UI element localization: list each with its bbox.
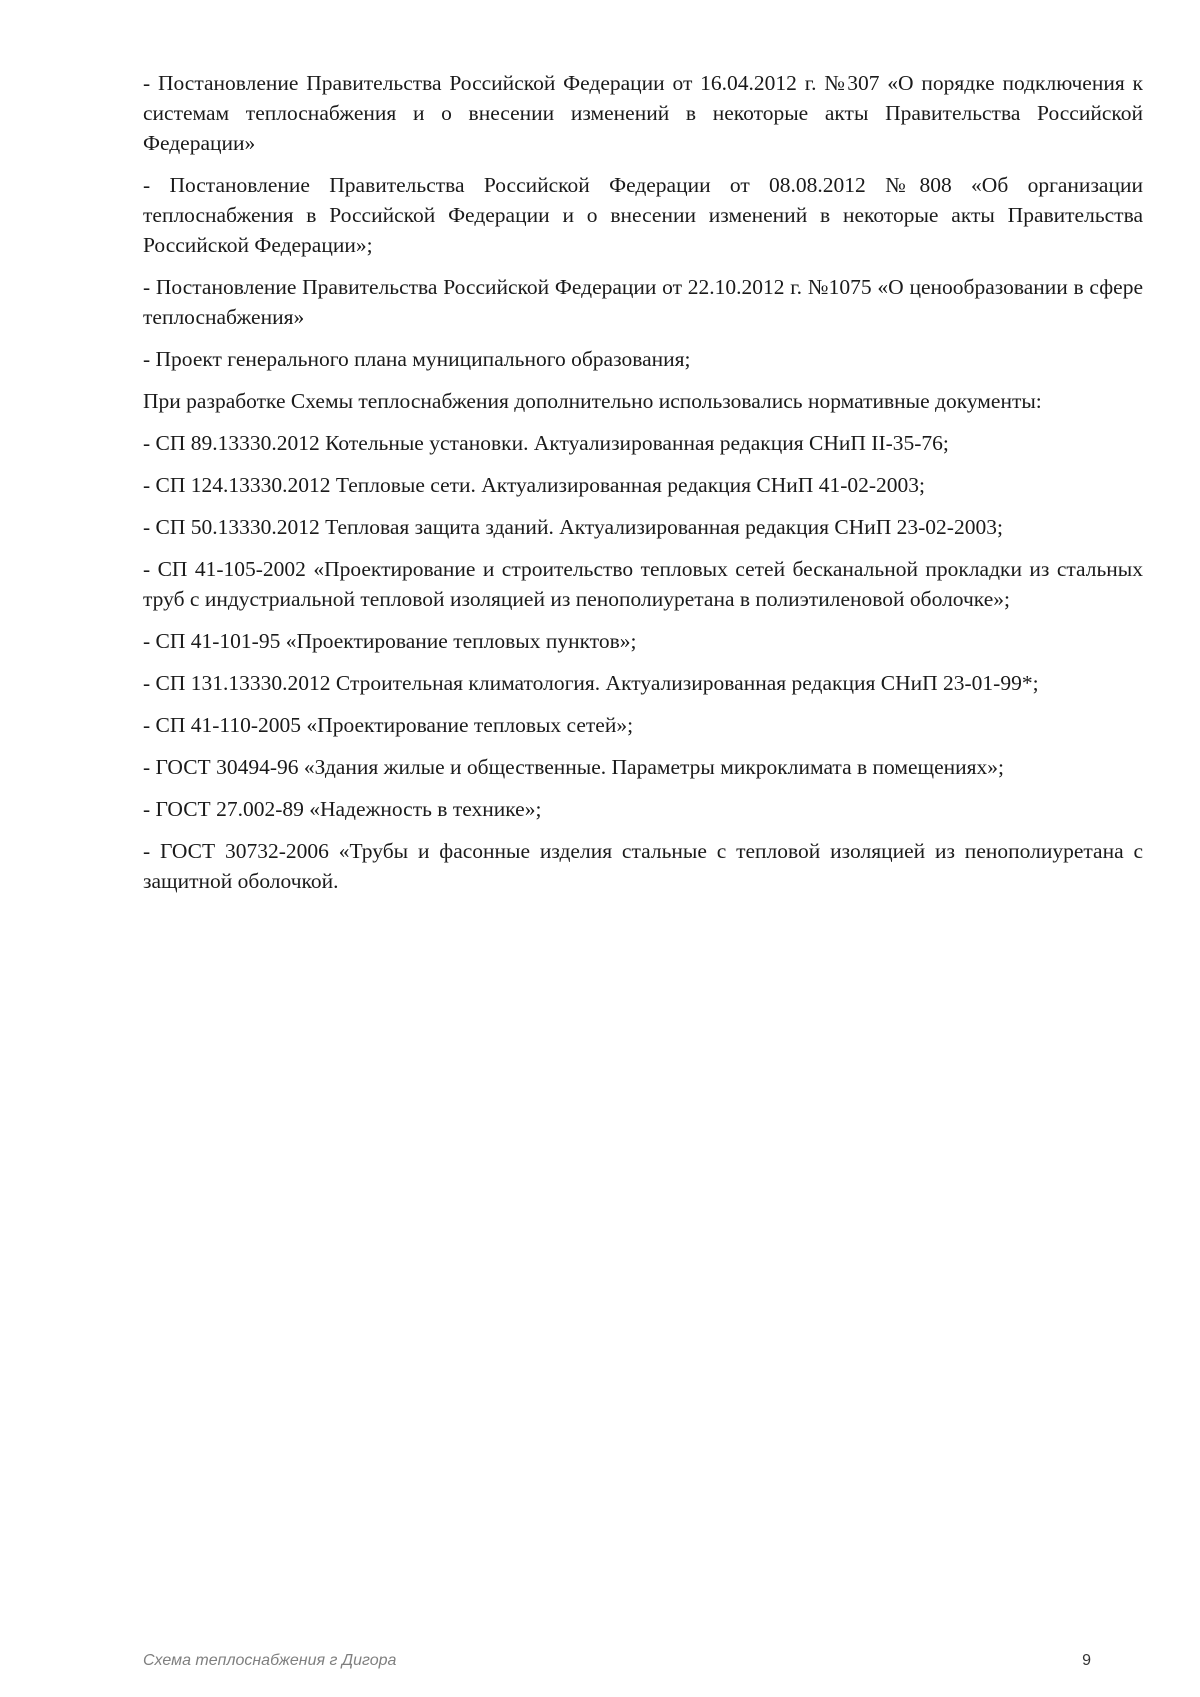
list-item-gost-27002: - ГОСТ 27.002-89 «Надежность в технике»; [143,797,542,821]
page-number: 9 [1082,1652,1091,1669]
list-item-gost-30732: - ГОСТ 30732-2006 «Трубы и фасонные изделия стальные с тепловой изоляцией из пенополиуретана с защитной оболочкой. [143,839,1143,893]
list-item-sp-50: - СП 50.13330.2012 Тепловая защита зданий. Актуализированная редакция СНиП 23-02-2003; [143,515,1003,539]
list-item-sp-41-101: - СП 41-101-95 «Проектирование тепловых пунктов»; [143,629,637,653]
paragraph-decree-808: - Постановление Правительства Российской Федерации от 08.08.2012 №808 «Об организации теплоснабжения в Российской Федерации и о внесении изменений в некоторые акты Правительства Российской Федерации»; [143,173,1143,257]
list-item-sp-131: - СП 131.13330.2012 Строительная климатология. Актуализированная редакция СНиП 23-01-99*; [143,671,1039,695]
list-item-sp-41-110: - СП 41-110-2005 «Проектирование тепловых сетей»; [143,713,634,737]
paragraph-decree-1075: - Постановление Правительства Российской Федерации от 22.10.2012 г. №1075 «О ценообразовании в сфере теплоснабжения» [143,275,1143,329]
paragraph-normative-intro: При разработке Схемы теплоснабжения дополнительно использовались нормативные документы: [143,389,1042,413]
list-item-sp-124: - СП 124.13330.2012 Тепловые сети. Актуализированная редакция СНиП 41-02-2003; [143,473,925,497]
paragraph-decree-307: - Постановление Правительства Российской Федерации от 16.04.2012 г. №307 «О порядке подключения к системам теплоснабжения и о внесении изменений в некоторые акты Правительства Российской Федерации» [143,71,1143,155]
list-item-sp-89: - СП 89.13330.2012 Котельные установки. Актуализированная редакция СНиП II-35-76; [143,431,949,455]
list-item-sp-41-105: - СП 41-105-2002 «Проектирование и строительство тепловых сетей бесканальной прокладки из стальных труб с индустриальной тепловой изоляцией из пенополиуретана в полиэтиленовой оболочке»; [143,557,1143,611]
document-body [143,68,1143,908]
list-item-gost-30494: - ГОСТ 30494-96 «Здания жилые и общественные. Параметры микроклимата в помещениях»; [143,755,1004,779]
footer-title: Схема теплоснабжения г Дигора [143,1652,397,1669]
paragraph-master-plan: - Проект генерального плана муниципального образования; [143,347,691,371]
